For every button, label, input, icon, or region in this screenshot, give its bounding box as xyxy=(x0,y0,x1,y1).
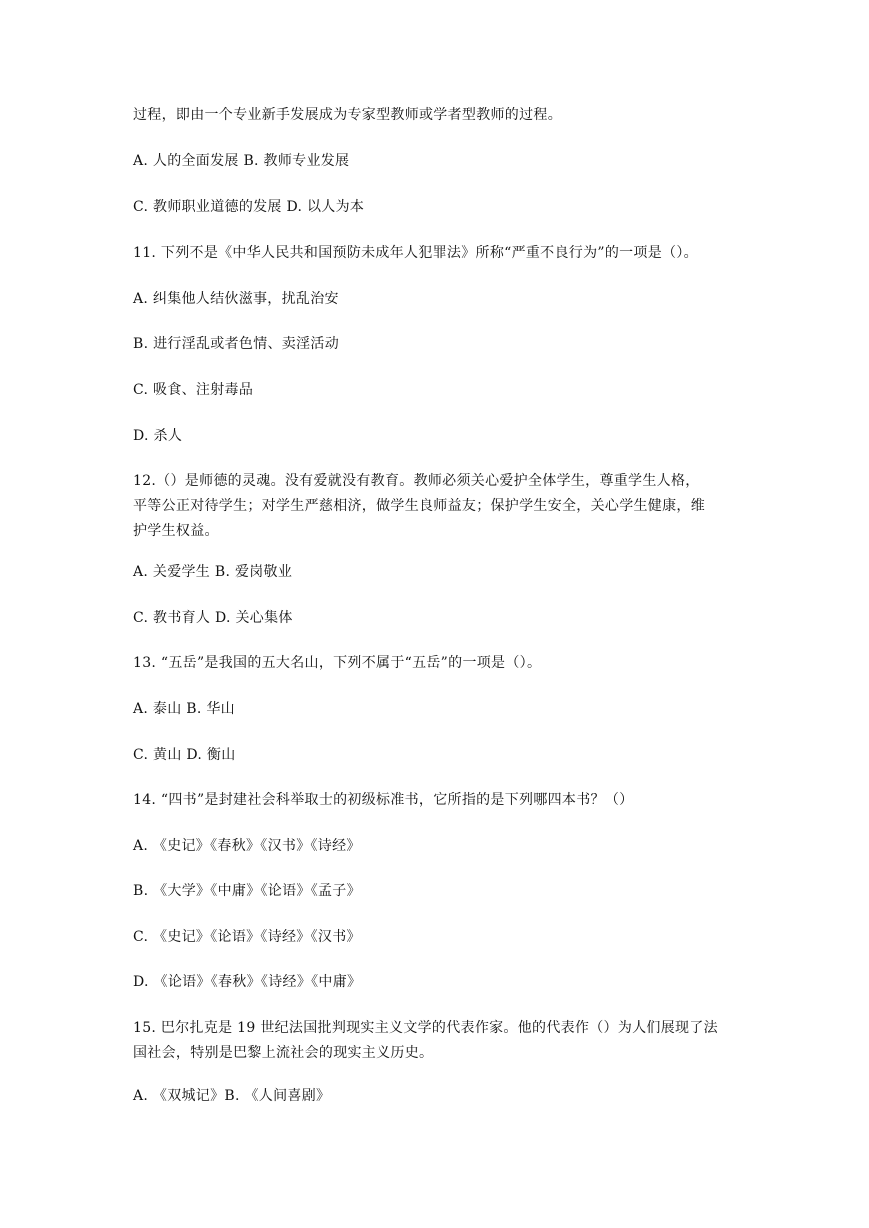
intro-line: 过程，即由一个专业新手发展成为专家型教师或学者型教师的过程。 xyxy=(133,107,562,123)
q11-option-a: A. 纠集他人结伙滋事，扰乱治安 xyxy=(133,291,339,307)
q11-option-d: D. 杀人 xyxy=(133,428,183,444)
q14-option-d: D. 《论语》《春秋》《诗经》《中庸》 xyxy=(133,974,362,990)
q11-option-b: B. 进行淫乱或者色情、卖淫活动 xyxy=(133,336,339,352)
q12-stem-line-2: 平等公正对待学生；对学生严慈相济，做学生良师益友；保护学生安全，关心学生健康，维 xyxy=(133,498,705,514)
q12-stem-line-1: 12.（）是师德的灵魂。没有爱就没有教育。教师必须关心爱护全体学生，尊重学生人格， xyxy=(133,473,700,489)
q15-option-ab: A. 《双城记》B. 《人间喜剧》 xyxy=(133,1088,331,1104)
q14-option-b: B. 《大学》《中庸》《论语》《孟子》 xyxy=(133,883,361,899)
q14-option-a: A. 《史记》《春秋》《汉书》《诗经》 xyxy=(133,838,361,854)
q15-stem xyxy=(133,1016,743,1066)
q15-stem-line-1: 15. 巴尔扎克是 19 世纪法国批判现实主义文学的代表作家。他的代表作（）为人们展现了法 xyxy=(133,1020,718,1036)
q12-option-ab: A. 关爱学生 B. 爱岗敬业 xyxy=(133,564,293,580)
q11-stem: 11. 下列不是《中华人民共和国预防未成年人犯罪法》所称“严重不良行为”的一项是（）。 xyxy=(133,245,698,261)
q12-option-cd: C. 教书育人 D. 关心集体 xyxy=(133,610,293,626)
q10-option-cd: C. 教师职业道德的发展 D. 以人为本 xyxy=(133,199,365,215)
q14-stem: 14. “四书”是封建社会科举取士的初级标准书，它所指的是下列哪四本书？（） xyxy=(133,792,634,808)
q12-stem-line-3: 护学生权益。 xyxy=(133,523,219,539)
q11-option-c: C. 吸食、注射毒品 xyxy=(133,382,254,398)
q13-stem: 13. “五岳”是我国的五大名山，下列不属于“五岳”的一项是（）。 xyxy=(133,655,542,671)
q10-option-ab: A. 人的全面发展 B. 教师专业发展 xyxy=(133,153,350,169)
q14-option-c: C. 《史记》《论语》《诗经》《汉书》 xyxy=(133,929,361,945)
q12-stem xyxy=(133,469,743,544)
q13-option-ab: A. 泰山 B. 华山 xyxy=(133,701,235,717)
q13-option-cd: C. 黄山 D. 衡山 xyxy=(133,747,236,763)
q15-stem-line-2: 国社会，特别是巴黎上流社会的现实主义历史。 xyxy=(133,1045,434,1061)
